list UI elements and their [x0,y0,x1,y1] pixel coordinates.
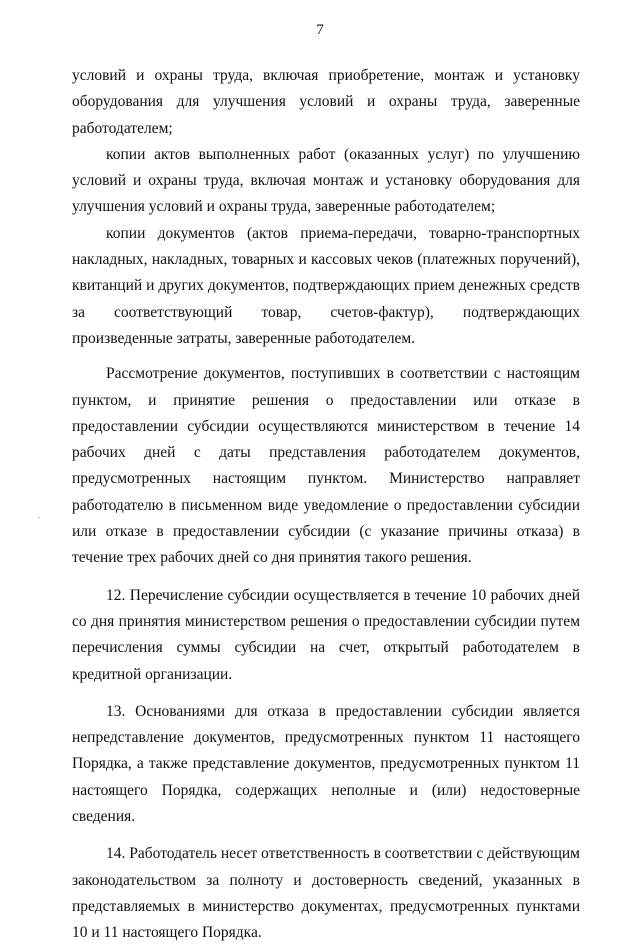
paragraph-item-14: 14. Работодатель несет ответственность в соответствии с действующим законодательством за полноту и достоверность сведений, указанных в представляемых в министерство документах, предусмотренных пунктами 10 и 11 настоящего Порядка. [72,845,580,942]
paragraph-work-acts: копии актов выполненных работ (оказанных услуг) по улучшению условий и охраны труда, включая монтаж и установку оборудования для улучшения условий и охраны труда, заверенные работодателем; [72,145,580,216]
body-text [72,63,580,947]
paragraph-item-13: 13. Основаниями для отказа в предоставлении субсидии является непредставление документов, предусмотренных пунктом 11 настоящего Порядка, а также представление документов, предусмотренных пунктом 11 настоящего Порядка, содержащих неполные и (или) недостоверные сведения. [72,702,580,826]
scan-speck [38,517,40,518]
paragraph-continuation: условий и охраны труда, включая приобретение, монтаж и установку оборудования для улучшения условий и охраны труда, заверенные работодателем; [72,67,580,137]
paragraph-review-procedure: Рассмотрение документов, поступивших в соответствии с настоящим пунктом, и принятие решения о предоставлении или отказе в предоставлении субсидии осуществляются министерством в течение 14 рабочих дней с даты представления работодателем документов, предусмотренных настоящим пунктом. Министерство направляет работодателю в письменном виде уведомление о предоставлении субсидии или отказе в предоставлении субсидии (с указание причины отказа) в течение трех рабочих дней со дня принятия такого решения. [72,365,580,567]
paragraph-payment-documents: копии документов (актов приема-передачи, товарно-транспортных накладных, накладных, товарных и кассовых чеков (платежных поручений), квитанций и других документов, подтверждающих прием денежных средств за соответствующий товар, счетов-фактур), подтверждающих произведенные затраты, заверенные работодателем. [72,224,580,347]
page-number: 7 [316,22,324,38]
paragraph-item-12: 12. Перечисление субсидии осуществляется в течение 10 рабочих дней со дня принятия министерством решения о предоставлении субсидии путем перечисления суммы субсидии на счет, открытый работодателем в кредитной организации. [72,586,580,683]
